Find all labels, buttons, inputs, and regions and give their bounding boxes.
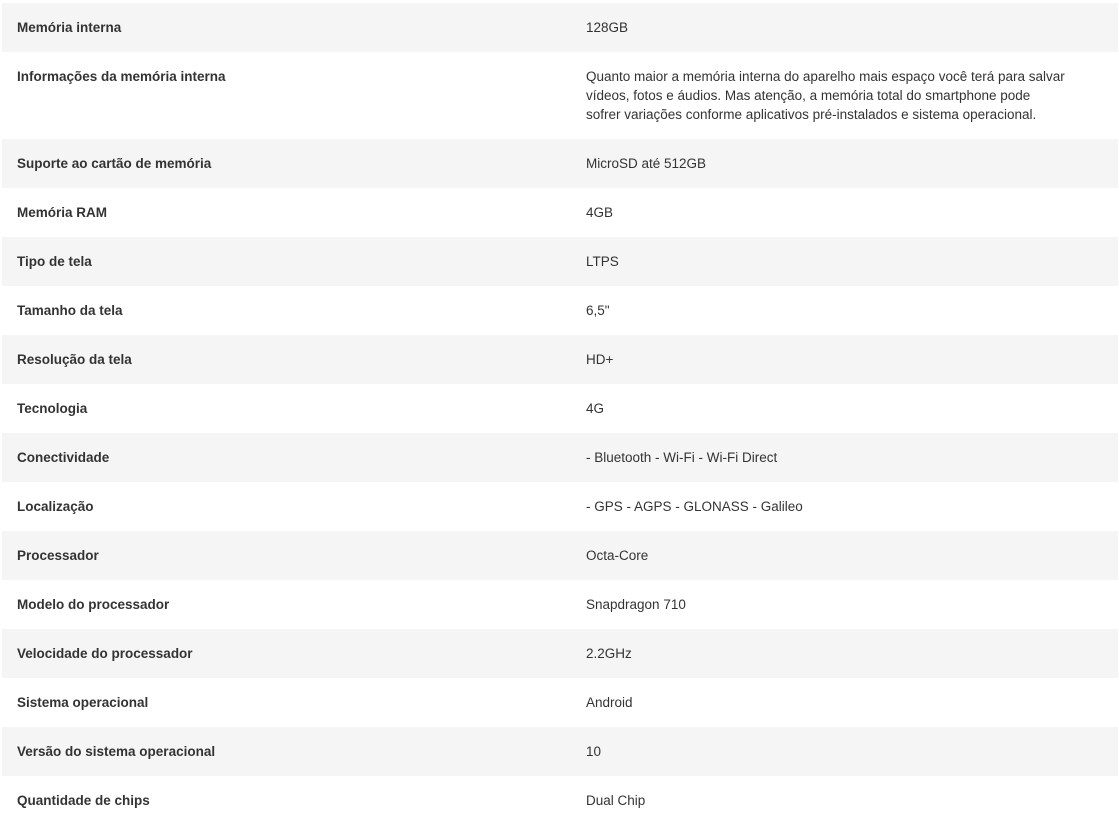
spec-label: Tecnologia: [2, 384, 571, 433]
specifications-table: [2, 3, 1118, 825]
spec-value: 10: [571, 727, 1118, 776]
spec-row-screen-resolution: [2, 335, 1118, 384]
spec-row-os-version: [2, 727, 1118, 776]
spec-value: HD+: [571, 335, 1118, 384]
spec-value: Quanto maior a memória interna do aparelho mais espaço você terá para salvar vídeos, fotos e áudios. Mas atenção, a memória total do smartphone pode sofrer variações conforme aplicativos pré-instalados e sistema operacional.: [571, 52, 1118, 139]
spec-value: 4G: [571, 384, 1118, 433]
spec-value: MicroSD até 512GB: [571, 139, 1118, 188]
spec-value: 2.2GHz: [571, 629, 1118, 678]
spec-row-processor-model: [2, 580, 1118, 629]
spec-label: Localização: [2, 482, 571, 531]
spec-value: 6,5": [571, 286, 1118, 335]
spec-label: Memória interna: [2, 3, 571, 52]
spec-row-ram: [2, 188, 1118, 237]
spec-value: - Bluetooth - Wi-Fi - Wi-Fi Direct: [571, 433, 1118, 482]
spec-label: Modelo do processador: [2, 580, 571, 629]
spec-row-screen-type: [2, 237, 1118, 286]
spec-label: Velocidade do processador: [2, 629, 571, 678]
spec-row-processor-speed: [2, 629, 1118, 678]
spec-label: Quantidade de chips: [2, 776, 571, 825]
spec-value: Snapdragon 710: [571, 580, 1118, 629]
spec-row-internal-memory-info: [2, 52, 1118, 139]
spec-value: - GPS - AGPS - GLONASS - Galileo: [571, 482, 1118, 531]
spec-row-screen-size: [2, 286, 1118, 335]
spec-value: LTPS: [571, 237, 1118, 286]
spec-label: Sistema operacional: [2, 678, 571, 727]
spec-value: Android: [571, 678, 1118, 727]
spec-label: Processador: [2, 531, 571, 580]
spec-row-internal-memory: [2, 3, 1118, 52]
spec-row-memory-card-support: [2, 139, 1118, 188]
spec-label: Resolução da tela: [2, 335, 571, 384]
spec-value: 4GB: [571, 188, 1118, 237]
spec-label: Informações da memória interna: [2, 52, 571, 139]
spec-label: Memória RAM: [2, 188, 571, 237]
spec-row-location: [2, 482, 1118, 531]
spec-row-chip-quantity: [2, 776, 1118, 825]
spec-value: Dual Chip: [571, 776, 1118, 825]
spec-value: 128GB: [571, 3, 1118, 52]
spec-label: Tamanho da tela: [2, 286, 571, 335]
spec-value: Octa-Core: [571, 531, 1118, 580]
spec-label: Suporte ao cartão de memória: [2, 139, 571, 188]
spec-row-operating-system: [2, 678, 1118, 727]
spec-label: Versão do sistema operacional: [2, 727, 571, 776]
spec-row-processor: [2, 531, 1118, 580]
spec-label: Tipo de tela: [2, 237, 571, 286]
spec-label: Conectividade: [2, 433, 571, 482]
spec-row-technology: [2, 384, 1118, 433]
spec-row-connectivity: [2, 433, 1118, 482]
